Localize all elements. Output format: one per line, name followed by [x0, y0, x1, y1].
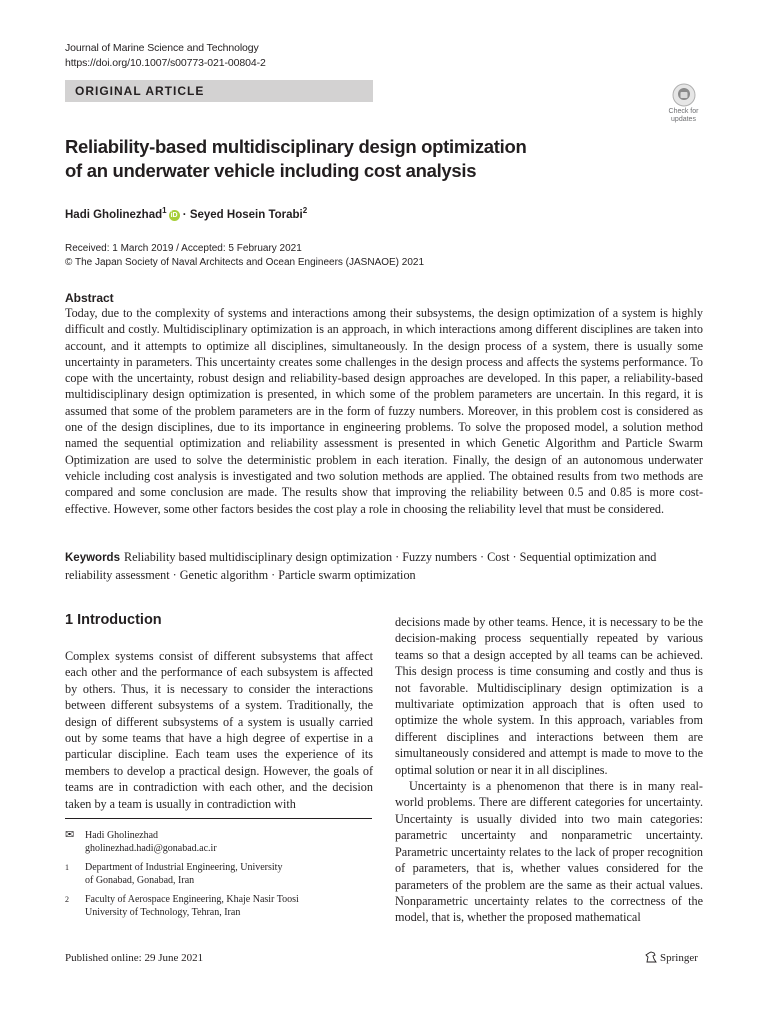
check-updates-line2: updates	[671, 116, 696, 123]
section-heading-introduction: 1 Introduction	[65, 612, 162, 628]
author-1-name[interactable]: Hadi Gholinezhad	[65, 208, 163, 221]
springer-horse-icon	[645, 951, 657, 963]
intro-right-column	[395, 614, 703, 926]
contact-name: Hadi Gholinezhad	[85, 830, 159, 841]
affiliation-1-line1: Department of Industrial Engineering, University	[85, 862, 283, 873]
keywords	[65, 549, 703, 583]
article-dates	[65, 242, 424, 269]
intro-right-paragraph-1: decisions made by other teams. Hence, it is necessary to be the decision-making process sequentially repeated by various teams so that a design accepted by all teams can be achieved. This design process is time consuming and costly and thus is not favorable. Multidisciplinary design optimization is a multivariate optimization approach that is often used to optimize the whole system. In this approach, variables from different disciplines and interactions between them are simultaneously considered and attempt is made to move to the optimal solution or near it in all disciplines.	[395, 615, 703, 777]
keywords-text: Reliability based multidisciplinary design optimization · Fuzzy numbers · Cost · Sequential optimization and reliability assessment · Genetic algorithm · Particle swarm optimization	[65, 550, 657, 582]
title-line-2: of an underwater vehicle including cost analysis	[65, 160, 477, 181]
intro-right-paragraph-2: Uncertainty is a phenomenon that there is in many real-world problems. There are different categories for uncertainty. Uncertainty is usually divided into two main categories: parametric uncertainty and nonparametric uncertainty. Parametric uncertainty relates to the lack of proper recognition of parameters, that is, whether values considered for the parameters of the problem are the same as their actual values. Nonparametric uncertainty relates to the correctness of the model, that is, whether the proposed mathematical	[395, 779, 703, 925]
author-separator: ·	[182, 208, 187, 221]
check-updates-line1: Check for	[668, 108, 699, 115]
publisher-name: Springer	[660, 952, 698, 964]
article-type-banner: ORIGINAL ARTICLE	[65, 80, 373, 102]
affiliation-2-line1: Faculty of Aerospace Engineering, Khaje Nasir Toosi	[85, 894, 299, 905]
author-2-name[interactable]: Seyed Hosein Torabi	[189, 208, 303, 221]
journal-info	[65, 41, 266, 71]
envelope-icon: ✉	[65, 829, 75, 841]
affiliation-2-line2: University of Technology, Tehran, Iran	[85, 906, 241, 918]
publisher-logo[interactable]	[645, 951, 698, 964]
affiliation-footnote-2	[65, 894, 373, 919]
journal-name: Journal of Marine Science and Technology	[65, 42, 259, 54]
footnotes	[65, 830, 373, 926]
copyright-line: © The Japan Society of Naval Architects and Ocean Engineers (JASNAOE) 2021	[65, 256, 425, 268]
title-line-1: Reliability-based multidisciplinary design optimization	[65, 136, 527, 157]
abstract-text: Today, due to the complexity of systems and interactions among their subsystems, the design optimization of a system is highly difficult and costly. Multidisciplinary optimization is an approach, in which interactions among different disciplines are taken into account, and it attempts to optimize all disciplines, simultaneously. In the design process of a system, there is usually some uncertainty in parameters. This uncertainty creates some challenges in the design process and affects the systems performance. To cope with the uncertainty, robust design and reliability-based design approaches are developed. In this paper, a reliability-based multidisciplinary design optimization is presented, in which some of the problem parameters are uncertain. In this regard, it is assumed that some of the problem parameters are in the form of fuzzy numbers. Moreover, in this problem cost is considered as one of the design disciplines, due to its importance in engineering problems. To solve the proposed model, a solution method named the sequential optimization and reliability assessment is presented in which Genetic Algorithm and Particle Swarm Optimization are used to solve the deterministic problem in each iteration. Finally, the design of an autonomous underwater vehicle including cost analysis is investigated and two solution methods are applied. The obtained results from two methods are compared and some conclusion are made. The results show that improving the reliability between 0.5 and 0.85 is more cost-effective. However, some other factors besides the cost play a role in choosing the reliability level that must be considered.	[65, 306, 703, 516]
author-1-affiliation: 1	[162, 206, 167, 215]
contact-email[interactable]: gholinezhad.hadi@gonabad.ac.ir	[85, 842, 217, 854]
affiliation-1-line2: of Gonabad, Gonabad, Iran	[85, 874, 195, 886]
check-updates-icon	[672, 83, 696, 107]
keywords-label: Keywords	[65, 552, 120, 564]
affiliation-2-number: 2	[65, 895, 69, 904]
orcid-icon[interactable]: iD	[170, 211, 178, 219]
affiliation-footnote-1	[65, 862, 373, 887]
article-title	[65, 135, 585, 183]
received-accepted: Received: 1 March 2019 / Accepted: 5 February 2021	[65, 243, 302, 254]
affiliation-1-number: 1	[65, 863, 69, 872]
author-list	[65, 203, 307, 223]
check-for-updates-badge[interactable]	[665, 83, 702, 123]
published-online: Published online: 29 June 2021	[65, 952, 204, 964]
doi-link[interactable]: https://doi.org/10.1007/s00773-021-00804-2	[65, 57, 266, 69]
contact-footnote	[65, 830, 373, 855]
abstract-heading: Abstract	[65, 291, 114, 305]
intro-left-paragraph: Complex systems consist of different subsystems that affect each other and the performance of each subsystem is affected by others. Thus, it is necessary to consider the interactions between different subsystems of a system. Traditionally, the design of different subsystems of a system is usually carried out by some teams that have a high degree of expertise in a particular discipline. Each team uses the experience of its members to develop a practical design. However, the goals of teams are in contradiction with each other, and the decision taken by a team is usually in contradiction with	[65, 649, 373, 811]
author-2-affiliation: 2	[302, 206, 308, 215]
footnote-divider	[65, 818, 372, 819]
